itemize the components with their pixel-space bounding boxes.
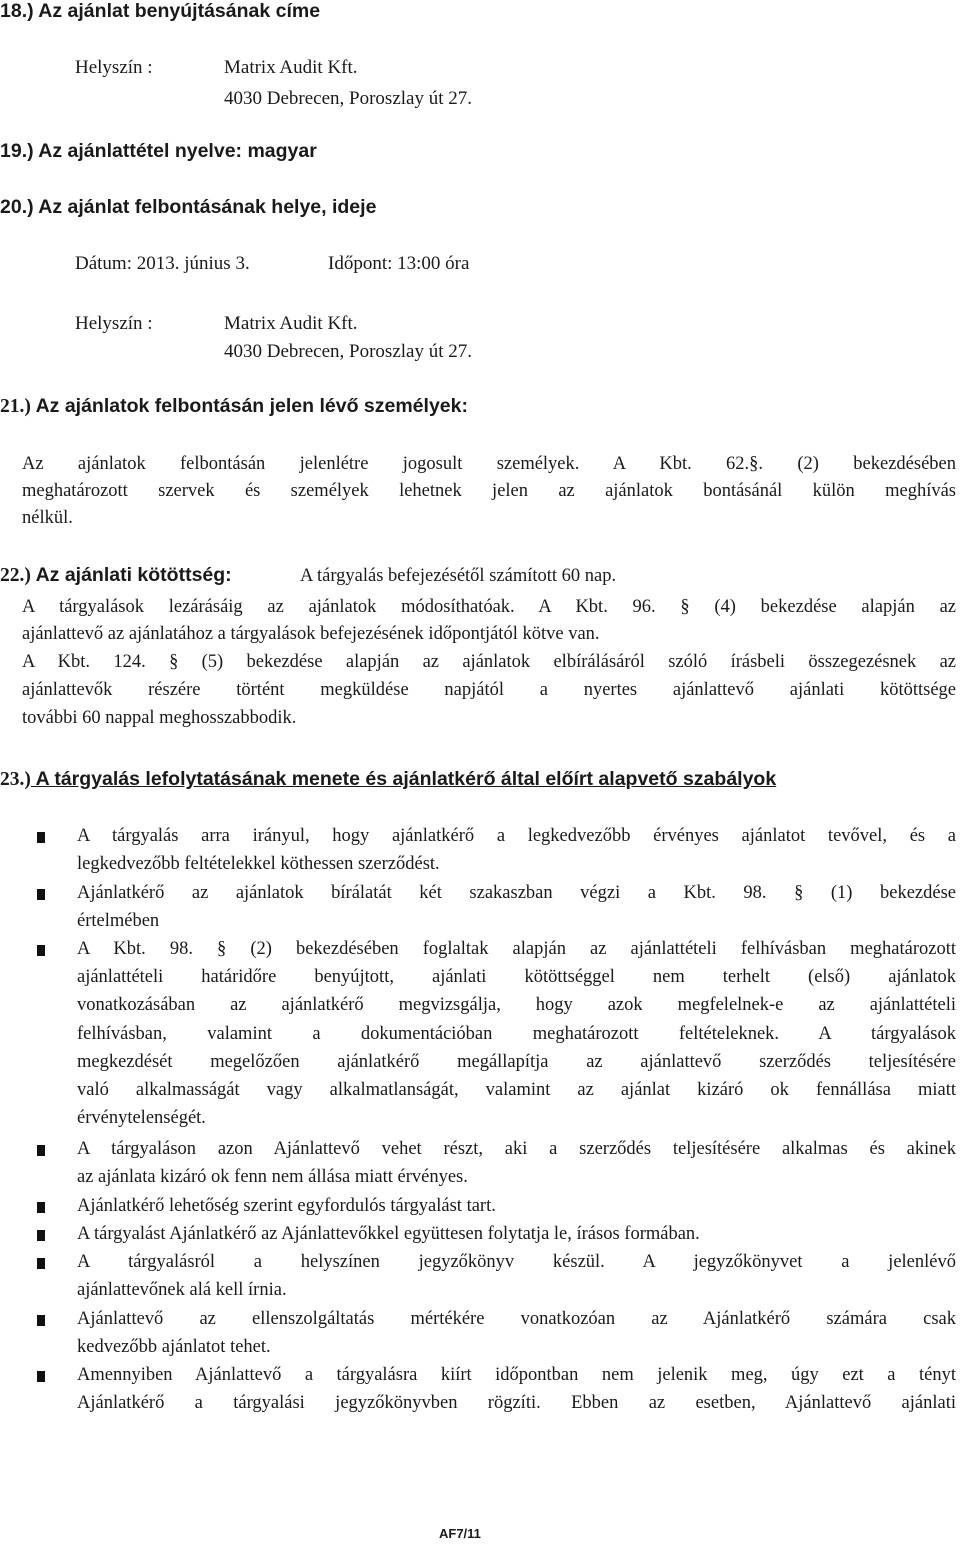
section-22-title [0, 564, 232, 587]
bullet-marker [37, 1230, 45, 1241]
bullet-text-line: A tárgyalásról a helyszínen jegyzőkönyv készül. A jegyzőkönyvet a jelenlévő [77, 1252, 956, 1272]
bullet-text-line: A tárgyalás arra irányul, hogy ajánlatkérő a legkedvezőbb érvényes ajánlatot tevővel, és a [77, 826, 956, 846]
s21-heading: Az ajánlatok felbontásán jelen lévő személyek: [30, 395, 468, 417]
s18-location-label: Helyszín : [75, 57, 153, 78]
s22-line-1: A tárgyalások lezárásáig az ajánlatok módosíthatóak. A Kbt. 96. § (4) bekezdése alapján az [22, 597, 956, 617]
bullet-text-line: ajánlattételi határidőre benyújtott, ajánlati kötöttséggel nem terhelt (első) ajánlatok [77, 967, 956, 988]
bullet-text-line: A tárgyaláson azon Ajánlattevő vehet részt, aki a szerződés teljesítésére alkalmas és akinek [77, 1139, 956, 1159]
bullet-text-line: felhívásban, valamint a dokumentációban meghatározott feltételeknek. A tárgyalások [77, 1023, 956, 1044]
bullet-text-line: ajánlattevőnek alá kell írnia. [77, 1280, 287, 1301]
bullet-text-line: A Kbt. 98. § (2) bekezdésében foglaltak alapján az ajánlattételi felhívásban meghatározott [77, 939, 956, 959]
bullet-text-line: A tárgyalást Ajánlatkérő az Ajánlattevőkkel együttesen folytatja le, írásos formában. [77, 1224, 700, 1244]
s18-address: 4030 Debrecen, Poroszlay út 27. [224, 88, 472, 109]
s20-date: Dátum: 2013. június 3. [75, 253, 250, 274]
page-footer-code: AF7/11 [439, 1526, 481, 1541]
bullet-marker [37, 1145, 45, 1156]
bullet-text-line: Ajánlatkérő az ajánlatok bírálatát két szakaszban végzi a Kbt. 98. § (1) bekezdése [77, 883, 956, 903]
bullet-marker [37, 1258, 45, 1269]
s22-binding-period: A tárgyalás befejezésétől számított 60 nap. [300, 566, 617, 586]
bullet-marker [37, 1202, 45, 1213]
s23-heading: A tárgyalás lefolytatásának menete és ajánlatkérő által előírt alapvető szabályok [30, 768, 777, 790]
bullet-text-line: az ajánlata kizáró ok fenn nem állása miatt érvényes. [77, 1167, 468, 1188]
section-18-title: 18.) Az ajánlat benyújtásának címe [0, 0, 321, 22]
bullet-text-line: Ajánlatkérő a tárgyalási jegyzőkönyvben rögzíti. Ebben az esetben, Ajánlattevő ajánlati [77, 1393, 956, 1414]
s21-number: 21.) [0, 396, 31, 417]
bullet-marker [37, 889, 45, 900]
s23-number: 23.) [0, 769, 31, 790]
bullet-marker [37, 945, 45, 956]
section-20-title: 20.) Az ajánlat felbontásának helye, ideje [0, 196, 377, 218]
bullet-text-line: való alkalmasságát vagy alkalmatlanságát, valamint az ajánlat kizáró ok fennállása miatt [77, 1080, 956, 1100]
s22-line-5: további 60 nappal meghosszabbodik. [22, 708, 297, 728]
bullet-text-line: vonatkozásában az ajánlatkérő megvizsgálja, hogy azok megfelelnek-e az ajánlattételi [77, 995, 956, 1016]
bullet-text-line: megkezdését megelőzően ajánlatkérő megállapítja az ajánlattevő szerződés teljesítésére [77, 1051, 956, 1072]
s22-line-4: ajánlattevők részére történt megküldése napjától a nyertes ajánlattevő ajánlati kötöttsége [22, 680, 956, 700]
s22-number: 22.) [0, 565, 31, 586]
s22-line-3: A Kbt. 124. § (5) bekezdése alapján az ajánlatok elbírálásáról szóló írásbeli összegezésnek az [22, 652, 956, 672]
bullet-text-line: Ajánlattevő az ellenszolgáltatás mértékére vonatkozóan az Ajánlatkérő számára csak [77, 1309, 956, 1329]
section-23-title [0, 768, 776, 791]
s20-company-name: Matrix Audit Kft. [224, 313, 358, 334]
s20-time: Időpont: 13:00 óra [328, 253, 470, 274]
bullet-marker [37, 1315, 45, 1326]
s21-line-3: nélkül. [22, 508, 73, 528]
bullet-text-line: Amennyiben Ajánlattevő a tárgyalásra kiírt időpontban nem jelenik meg, úgy ezt a tényt [77, 1365, 956, 1385]
s21-line-1: Az ajánlatok felbontásán jelenlétre jogosult személyek. A Kbt. 62.§. (2) bekezdésében [22, 454, 956, 474]
bullet-marker [37, 832, 45, 843]
bullet-text-line: kedvezőbb ajánlatot tehet. [77, 1337, 271, 1358]
bullet-text-line: érvénytelenségét. [77, 1108, 206, 1129]
s22-line-2: ajánlattevő az ajánlatához a tárgyalások befejezésének időpontjától kötve van. [22, 624, 600, 644]
s20-address: 4030 Debrecen, Poroszlay út 27. [224, 341, 472, 362]
bullet-text-line: Ajánlatkérő lehetőség szerint egyfordulós tárgyalást tart. [77, 1196, 496, 1216]
s20-location-label: Helyszín : [75, 313, 153, 334]
s21-line-2: meghatározott szervek és személyek lehetnek jelen az ajánlatok bontásánál külön meghívás [22, 481, 956, 501]
bullet-marker [37, 1371, 45, 1382]
s22-heading: Az ajánlati kötöttség: [30, 564, 232, 586]
section-21-title [0, 395, 468, 418]
s18-company-name: Matrix Audit Kft. [224, 57, 358, 78]
bullet-text-line: legkedvezőbb feltételekkel köthessen szerződést. [77, 854, 440, 875]
bullet-text-line: értelmében [77, 911, 160, 932]
section-19-title: 19.) Az ajánlattétel nyelve: magyar [0, 140, 317, 162]
